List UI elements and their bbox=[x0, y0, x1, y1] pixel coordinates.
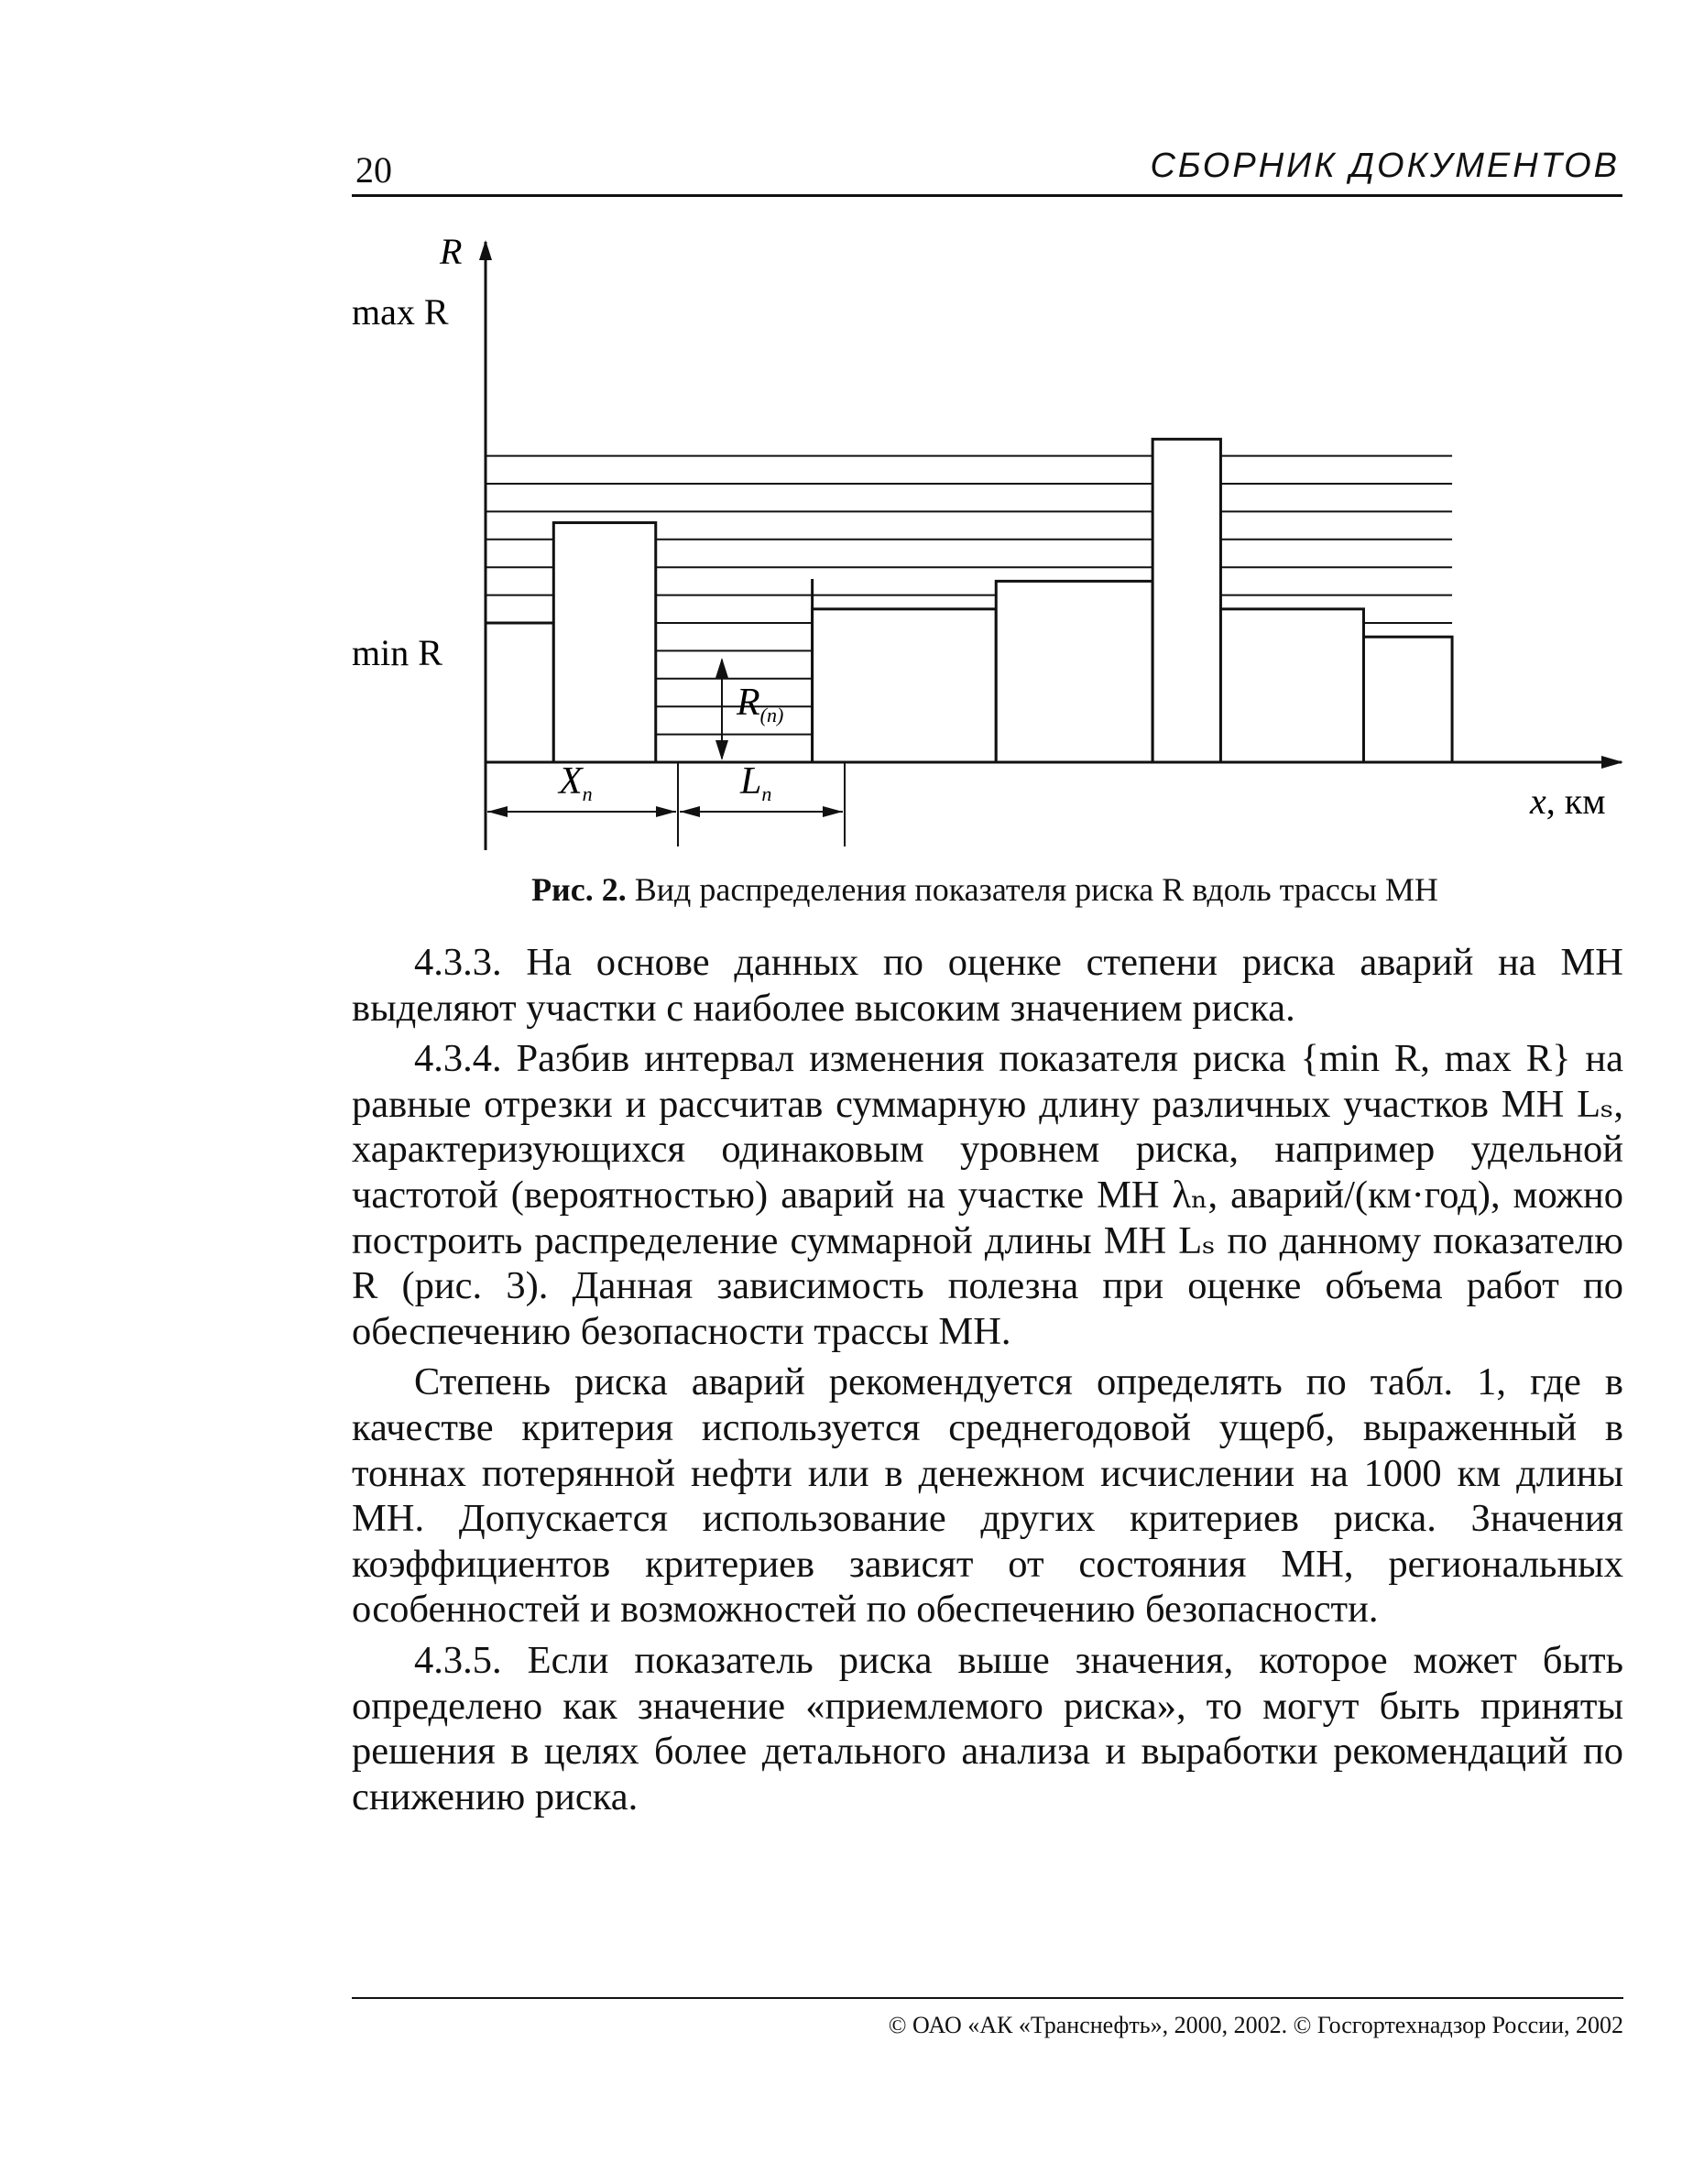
risk-segment-3 bbox=[813, 609, 997, 762]
x-axis-arrow bbox=[1601, 756, 1623, 769]
paragraph-4-3-3: 4.3.3. На основе данных по оценке степени риска аварий на МН выделяют участки с наиболее высоким значением риска. bbox=[352, 941, 1623, 1030]
x-units: , км bbox=[1546, 781, 1606, 822]
min-r-label: min R bbox=[352, 632, 442, 673]
paragraph-risk-degree: Степень риска аварий рекомендуется определять по табл. 1, где в качестве критерия используется среднегодовой ущерб, выраженный в тоннах потерянной нефти или в денежном исчислении на 1000 км длины МН. Допускается использование других критериев риска. Значения коэффициентов критериев зависят от состояния МН, региональных особенностей и возможностей по обеспечению безопасности. bbox=[352, 1360, 1623, 1632]
risk-label-main: R bbox=[737, 682, 760, 724]
paragraph-4-3-4: 4.3.4. Разбив интервал изменения показателя риска {min R, max R} на равные отрезки и рассчитав суммарную длину различных участков МН Lₛ, характеризующихся одинаковым уровнем риска, например удельной частотой (вероятностью) аварий на участке МН λₙ, аварий/(км·год), можно построить распределение суммарной длины МН Lₛ по данному показателю R (рис. 3). Данная зависимость полезна при оценке объема работ по обеспечению безопасности трассы МН. bbox=[352, 1037, 1623, 1353]
risk-arrow-bottom bbox=[715, 740, 728, 760]
risk-segment-4 bbox=[996, 581, 1152, 762]
y-axis-arrow bbox=[479, 240, 492, 260]
page-number: 20 bbox=[355, 149, 392, 191]
footer-rule bbox=[352, 1997, 1623, 1999]
segment-label-x-main: X bbox=[559, 760, 583, 803]
copyright: © ОАО «АК «Транснефть», 2000, 2002. © Госгортехнадзор России, 2002 bbox=[888, 2012, 1623, 2038]
segment-label-x bbox=[557, 760, 593, 805]
segment-label-x-sub: n bbox=[582, 782, 593, 805]
caption-text: Вид распределения показателя риска R вдоль трассы МН bbox=[626, 871, 1438, 908]
risk-segment-7 bbox=[1363, 637, 1452, 762]
header-rule bbox=[352, 194, 1622, 197]
paragraph-4-3-5: 4.3.5. Если показатель риска выше значения, которое может быть определено как значение «приемлемого риска», то могут быть приняты решения в целях более детального анализа и выработки рекомендаций по снижению риска. bbox=[352, 1638, 1623, 1818]
dim-arrow-x-left bbox=[487, 806, 508, 817]
figure-caption bbox=[348, 870, 1622, 909]
dim-arrow-l-left bbox=[680, 806, 700, 817]
segment-label-l-sub: n bbox=[761, 782, 772, 805]
dim-arrow-l-right bbox=[823, 806, 843, 817]
segment-label-l bbox=[739, 760, 771, 805]
risk-segment-0 bbox=[486, 623, 553, 762]
risk-segment-5 bbox=[1152, 439, 1220, 762]
risk-segment-1 bbox=[553, 523, 655, 762]
risk-distribution-figure bbox=[339, 236, 1640, 859]
x-axis-label bbox=[1529, 781, 1606, 822]
dim-arrow-x-right bbox=[656, 806, 676, 817]
risk-arrow-top bbox=[715, 658, 728, 678]
segment-label-l-main: L bbox=[740, 760, 762, 803]
max-r-label: max R bbox=[352, 291, 449, 333]
risk-segment-6 bbox=[1220, 609, 1363, 762]
risk-label-sub: (n) bbox=[759, 704, 784, 726]
y-axis-label: R bbox=[440, 236, 463, 272]
body-text bbox=[352, 940, 1623, 1825]
risk-label bbox=[736, 682, 783, 726]
running-title: СБОРНИК ДОКУМЕНТОВ bbox=[1150, 147, 1620, 185]
x-variable: x bbox=[1530, 781, 1546, 822]
chart-layer bbox=[486, 439, 1452, 762]
caption-number: Рис. 2. bbox=[531, 871, 627, 908]
